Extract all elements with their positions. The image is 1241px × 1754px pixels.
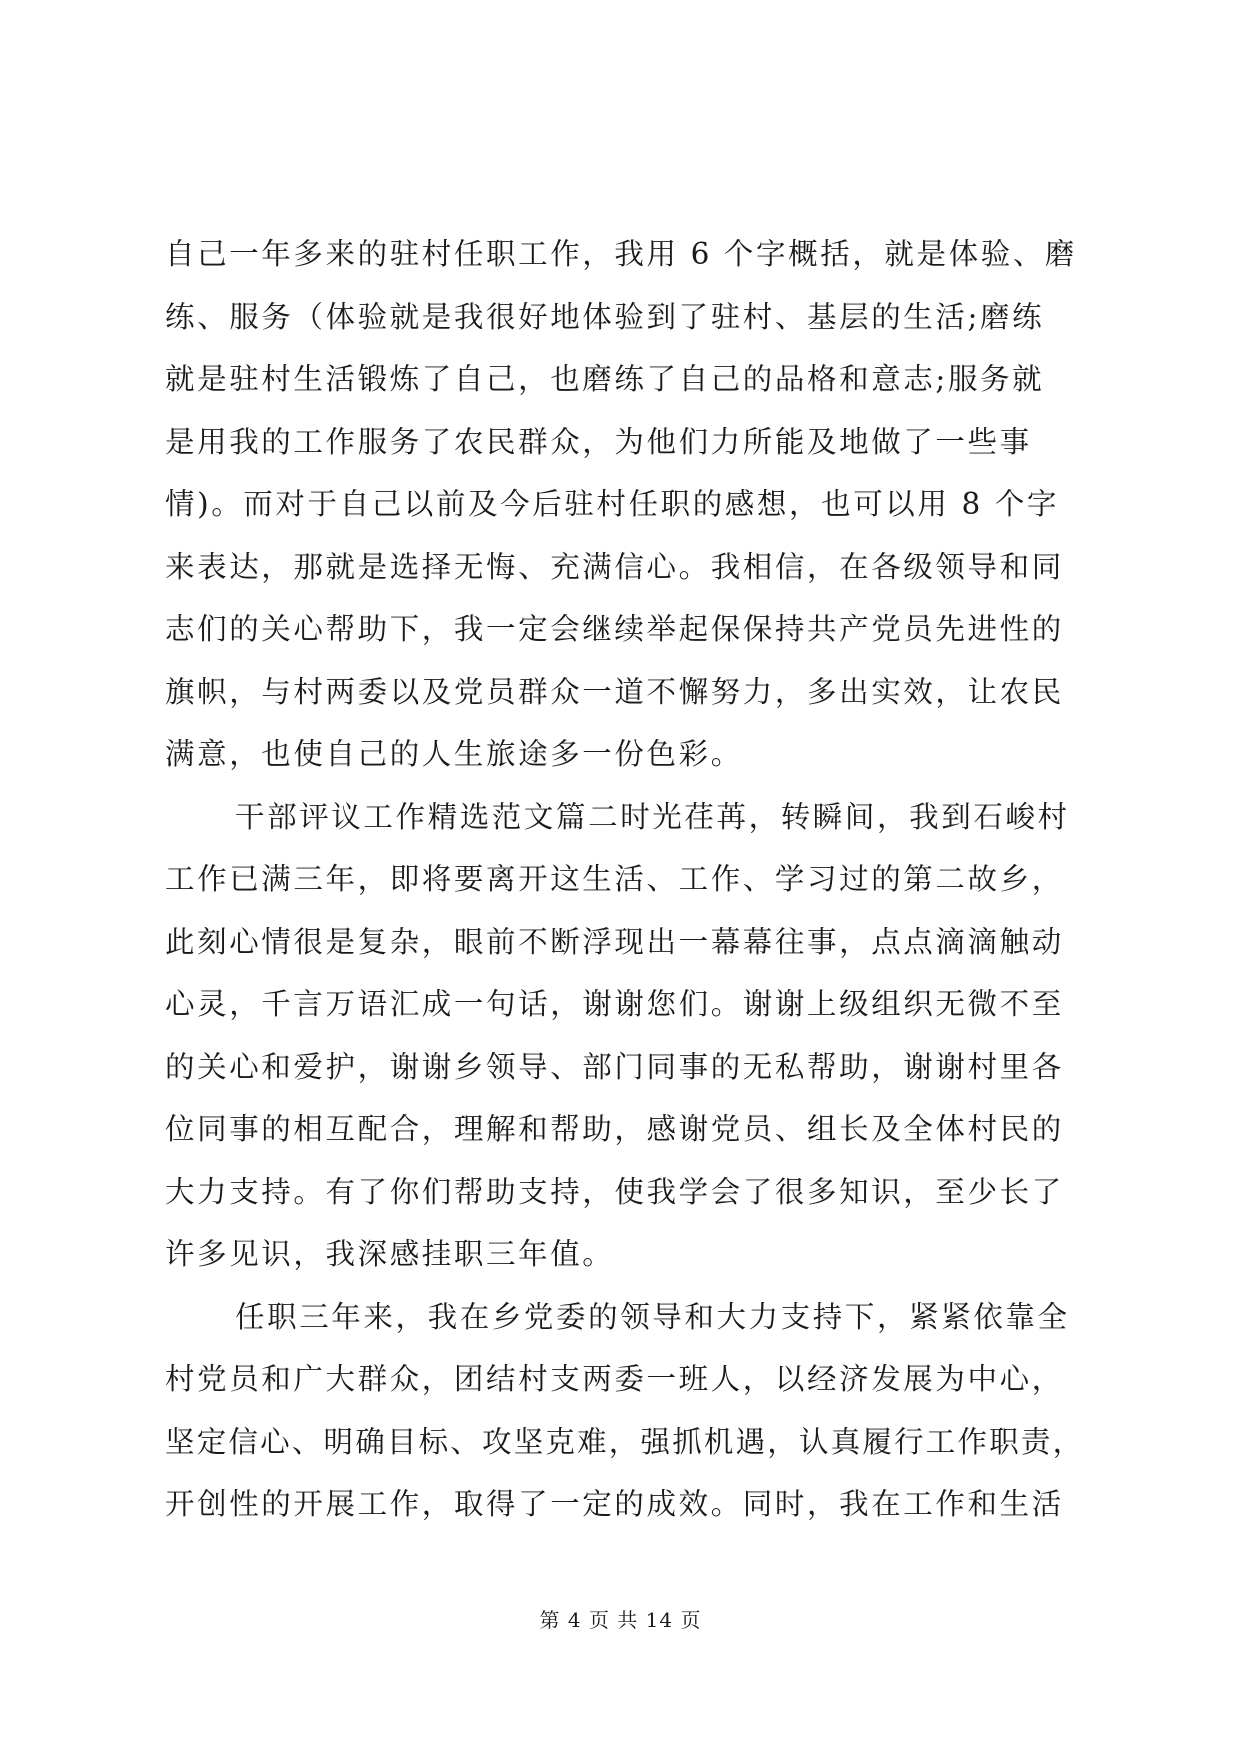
text-line: 大力支持。有了你们帮助支持，使我学会了很多知识，至少长了 [165, 1174, 1064, 1209]
text-line: 满意，也使自己的人生旅途多一份色彩。 [165, 737, 743, 771]
text-line: 心灵，千言万语汇成一句话，谢谢您们。谢谢上级组织无微不至 [165, 987, 1064, 1021]
text-line: 就是驻村生活锻炼了自己，也磨练了自己的品格和意志;服务就 [165, 362, 1045, 396]
text-line: 练、服务（体验就是我很好地体验到了驻村、基层的生活;磨练 [165, 299, 1045, 334]
text-line: 志们的关心帮助下，我一定会继续举起保保持共产党员先进性的 [165, 612, 1064, 646]
text-line: 是用我的工作服务了农民群众，为他们力所能及地做了一些事 [165, 424, 1032, 459]
page-number-footer: 第 4 页 共 14 页 [539, 1608, 702, 1632]
text-line: 村党员和广大群众，团结村支两委一班人，以经济发展为中心， [165, 1362, 1064, 1396]
paragraph-first-line: 任职三年来，我在乡党委的领导和大力支持下，紧紧依靠全 [235, 1299, 1070, 1334]
paragraph-first-line: 干部评议工作精选范文篇二时光荏苒，转瞬间，我到石峻村 [235, 799, 1070, 834]
document-body [165, 223, 1085, 1536]
text-line: 此刻心情很是复杂，眼前不断浮现出一幕幕往事，点点滴滴触动 [165, 924, 1064, 959]
text-line: 坚定信心、明确目标、攻坚克难，强抓机遇，认真履行工作职责， [165, 1424, 1085, 1459]
text-line: 来表达，那就是选择无悔、充满信心。我相信，在各级领导和同 [165, 549, 1064, 584]
text-line: 开创性的开展工作，取得了一定的成效。同时，我在工作和生活 [165, 1487, 1064, 1521]
text-line: 情)。而对于自己以前及今后驻村任职的感想，也可以用 8 个字 [165, 487, 1060, 521]
text-line: 位同事的相互配合，理解和帮助，感谢党员、组长及全体村民的 [165, 1112, 1064, 1146]
text-line: 的关心和爱护，谢谢乡领导、部门同事的无私帮助，谢谢村里各 [165, 1049, 1064, 1084]
text-line: 自己一年多来的驻村任职工作，我用 6 个字概括，就是体验、磨 [165, 237, 1078, 271]
text-line: 许多见识，我深感挂职三年值。 [165, 1237, 615, 1271]
text-line: 旗帜，与村两委以及党员群众一道不懈努力，多出实效，让农民 [165, 674, 1064, 709]
text-line: 工作已满三年，即将要离开这生活、工作、学习过的第二故乡， [165, 862, 1064, 896]
